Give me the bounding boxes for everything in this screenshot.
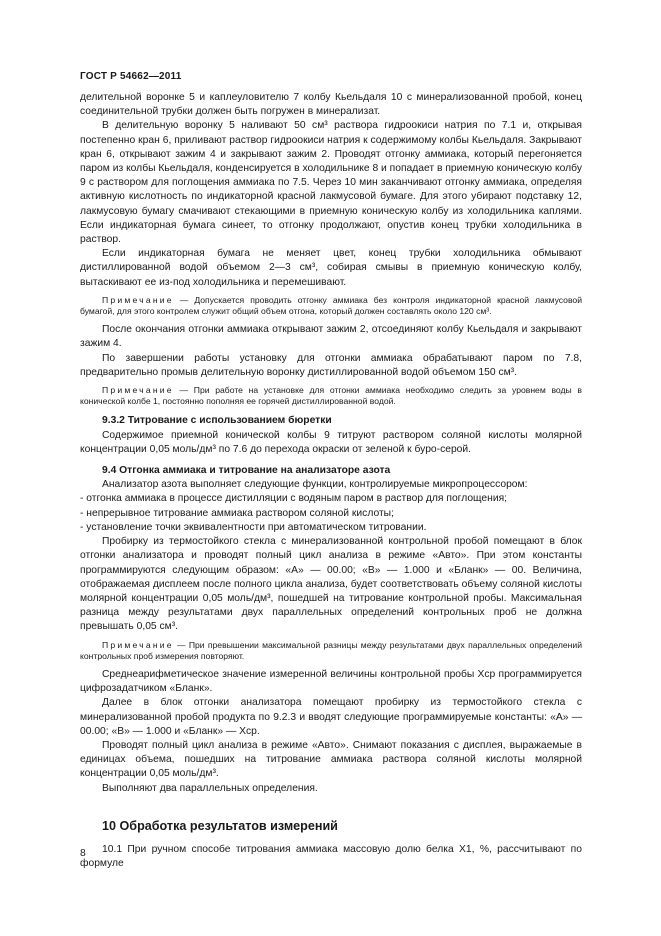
paragraph: Пробирку из термостойкого стекла с минерализованной контрольной пробой помещают в блок отгонки анализатора и проводят полный цикл анализа в режиме «Авто». При этом константы программируются следующим образом: «А» — 00.00; «В» — 1.000 и «Бланк» — 00. Величина, отображаемая дисплеем после полного цикла анализа, будет соответствовать объему соляной кислоты молярной концентрации 0,05 моль/дм³, пошедшей на титрование контрольной пробы. Максимальная разница между результатами двух параллельных определений контрольных проб не должна превышать 0,05 см³. (80, 536, 582, 633)
note (80, 295, 582, 317)
paragraph: 10.1 При ручном способе титрования аммиака массовую долю белка X1, %, рассчитывают по формуле (80, 843, 582, 869)
paragraph: Проводят полный цикл анализа в режиме «Авто». Снимают показания с дисплея, выражаемые в единицах объема, пошедших на титрование аммиака раствора соляной кислоты молярной концентрации 0,05 моль/дм³. (80, 739, 582, 780)
paragraph: Анализатор азота выполняет следующие функции, контролируемые микропроцессором: (102, 479, 528, 491)
section-heading-10: 10 Обработка результатов измерений (102, 818, 338, 833)
subsection-heading-9-4: 9.4 Отгонка аммиака и титрование на анализаторе азота (102, 465, 391, 477)
subsection-heading-9-3-2: 9.3.2 Титрование с использованием бюретки (102, 415, 332, 427)
note (80, 385, 582, 407)
paragraph: Далее в блок отгонки анализатора помещают пробирку из термостойкого стекла с минерализованной пробой продукта по 9.2.3 и вводят следующие программируемые константы: «А» — 00.00; «В» — 1.000 и «Бланк» — Xср. (80, 697, 582, 737)
note-text: — При превышении максимальной разницы между результатами двух параллельных определений контрольных проб измерения повторяют. (80, 639, 582, 661)
paragraph: Если индикаторная бумага не меняет цвет, конец трубки холодильника обмывают дистиллированной водой объемом 2—3 см³, собирая смывы в приемную коническую колбу, вытаскивают ее из-под холодильника и перемешивают. (80, 248, 582, 288)
page-number: 8 (80, 848, 86, 859)
note-label: Примечание (102, 385, 174, 396)
paragraph: После окончания отгонки аммиака открывают зажим 2, отсоединяют колбу Кьельдаля и закрывают зажим 4. (80, 324, 582, 350)
paragraph: Среднеарифметическое значение измеренной величины контрольной пробы Xср программируется цифрозадатчиком «Бланк». (80, 668, 582, 695)
paragraph: Содержимое приемной конической колбы 9 титруют раствором соляной кислоты молярной концентрации 0,05 моль/дм³ по 7.6 до перехода окраски от зеленой к буро-серой. (80, 429, 582, 455)
list-item: - отгонка аммиака в процессе дистилляции с водяным паром в раствор для поглощения; (80, 493, 508, 505)
note (80, 640, 582, 662)
paragraph: В делительную воронку 5 наливают 50 см³ раствора гидроокиси натрия по 7.1 и, открывая постепенно кран 6, приливают раствор гидроокиси натрия к содержимому колбы Кьельдаля. Закрывают кран 6, открывают зажим 4 и закрывают зажим 2. Проводят отгонку аммиака, который перегоняется паром из колбы Кьельдаля, конденсируется в холодильнике 8 и попадает в приемную коническую колбу 9 с раствором для поглощения аммиака по 7.5. Через 10 мин заканчивают отгонку аммиака, определяя активную кислотность по индикаторной красной лакмусовой бумаге. Для этого убирают подставку 12, лакмусовую бумагу смачивают стекающими в приемную коническую колбу из холодильника каплями. Если индикаторная бумага синеет, то отгонку продолжают, опустив конец трубки холодильника в раствор. (80, 120, 582, 246)
note-label: Примечание (102, 294, 174, 305)
paragraph: делительной воронке 5 и каплеуловителю 7 колбу Кьельдаля 10 с минерализованной пробой, конец соединительной трубки должен быть погружен в минерализат. (80, 92, 582, 118)
standard-number: ГОСТ Р 54662—2011 (80, 71, 182, 82)
list-item: - установление точки эквивалентности при автоматическом титровании. (80, 521, 427, 533)
paragraph: Выполняют два параллельных определения. (102, 782, 318, 794)
page-body (80, 91, 582, 871)
note-label: Примечание (102, 639, 174, 650)
note-text: — Допускается проводить отгонку аммиака без контроля индикаторной красной лакмусовой бумагой, для этого контролем служит общий объем отгона, который должен составлять около 120 см³. (80, 294, 582, 317)
note-text: — При работе на установке для отгонки аммиака необходимо следить за уровнем воды в конической колбе 1, постоянно пополняя ее горячей дистиллированной водой. (80, 385, 582, 407)
paragraph: По завершении работы установку для отгонки аммиака обрабатывают паром по 7.8, предварительно промыв делительную воронку дистиллированной водой объемом 150 см³. (80, 352, 582, 378)
list-item: - непрерывное титрование аммиака раствором соляной кислоты; (80, 507, 394, 519)
